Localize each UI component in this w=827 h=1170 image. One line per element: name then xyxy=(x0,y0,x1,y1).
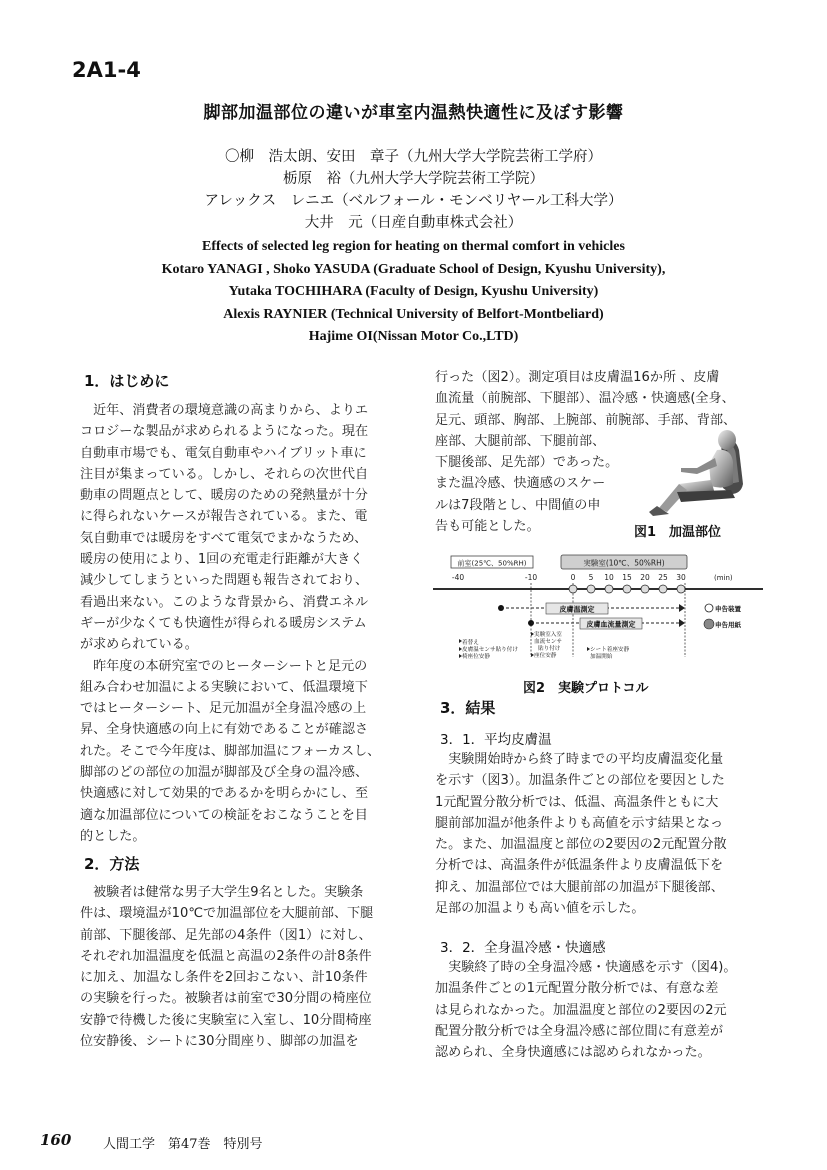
text-line: 的とした。 xyxy=(80,828,146,844)
journal-name: 人間工学 第47巻 特別号 xyxy=(103,1137,263,1152)
author-line-en: Alexis RAYNIER (Technical University of Belfort-Montbeliard) xyxy=(223,306,604,322)
text-line: 1元配置分散分析では、低温、高温条件ともに大 xyxy=(435,794,719,810)
tick-label: -10 xyxy=(524,573,538,582)
note-b-4: 座位安静 xyxy=(534,653,557,659)
text-line: 暖房の使用により、1回の充電走行距離が大きく xyxy=(80,552,364,568)
text-line: ではヒーターシート、足元加温が全身温冷感の上 xyxy=(80,701,367,717)
text-line: 組み合わせ加温による実験において、低温環境下 xyxy=(80,679,368,695)
legend-paper: 申告用紙 xyxy=(715,621,741,629)
subsection-3-2-body xyxy=(435,957,755,1063)
text-line: 配置分散分析では全身温冷感に部位間に有意差が xyxy=(435,1023,724,1039)
text-line: 座部、大腿前部、下腿前部、 xyxy=(435,433,606,449)
tick-label: 30 xyxy=(676,573,686,582)
report-marker xyxy=(623,585,631,593)
tick-label: 15 xyxy=(622,573,632,582)
note-b-1: 実験室入室 xyxy=(534,632,562,638)
text-line: 実験開始時から終了時までの平均皮膚温変化量 xyxy=(435,752,724,767)
text-line: ルは7段階とし、中間値の申 xyxy=(435,497,601,513)
text-line: 足元、頭部、胸部、上腕部、前腕部、手部、背部、 xyxy=(435,412,737,428)
figure-1-seated-mannequin xyxy=(635,428,765,520)
page-number: 160 xyxy=(40,1131,72,1149)
english-title: Effects of selected leg region for heating on thermal comfort in vehicles xyxy=(202,239,625,254)
tick-label: 5 xyxy=(588,573,594,582)
text-line: 抑え、加温部位では大腿前部の加温が下腿後部、 xyxy=(435,879,724,895)
authors-japanese xyxy=(0,146,827,234)
paper-title: 脚部加温部位の違いが車室内温熱快適性に及ぼす影響 xyxy=(203,103,624,123)
skin-temp-label: 皮膚温測定 xyxy=(559,605,595,614)
report-marker xyxy=(605,585,613,593)
note-c-1: シート着座安静 xyxy=(590,647,630,653)
text-line: それぞれ加温温度を低温と高温の2条件の計8条件 xyxy=(80,948,372,964)
text-line: 減少してしまうといった問題も報告されており、 xyxy=(80,573,369,589)
text-line: 件は、環境温が10℃で加温部位を大腿前部、下腿 xyxy=(80,906,374,922)
figure-2-protocol-diagram xyxy=(433,553,763,671)
section-3-heading: 3．結果 xyxy=(440,699,496,717)
text-line: 位安静後、シートに30分間座り、脚部の加温を xyxy=(80,1034,359,1050)
text-line: 認められ、全身快適感には認められなかった。 xyxy=(435,1045,711,1061)
exp-room-label: 実験室(10℃、50%RH) xyxy=(583,558,665,568)
text-line: 腿前部加温が他条件よりも高値を示す結果となっ xyxy=(435,815,724,831)
section-2-body xyxy=(80,882,398,1052)
authors-english xyxy=(0,236,827,349)
tick-label: -40 xyxy=(451,573,465,582)
subsection-3-1-body xyxy=(435,749,755,919)
text-line: 快適感に対して効果的であるかを明らかにし、至 xyxy=(80,786,369,802)
report-marker xyxy=(587,585,595,593)
text-line: 血流量（前腕部、下腿部）、温冷感・快適感(全身、 xyxy=(435,391,735,407)
section-2-heading: 2．方法 xyxy=(84,855,140,873)
text-line: に加え、加温なし条件を2回おこない、計10条件 xyxy=(80,970,368,986)
subsection-3-2-heading: 3．2．全身温冷感・快適感 xyxy=(440,940,606,956)
author-line: 〇柳 浩太朗、安田 章子（九州大学大学院芸術工学府） xyxy=(225,149,602,165)
figure-2-caption: 図2 実験プロトコル xyxy=(523,681,649,696)
author-line-en: Hajime OI(Nissan Motor Co.,LTD) xyxy=(308,329,519,344)
text-line: コロジーな製品が求められるようになった。現在 xyxy=(80,424,369,440)
paper-code: 2A1-4 xyxy=(72,58,141,82)
text-line: 適な加温部位についての検証をおこなうことを目 xyxy=(80,807,368,823)
text-line: 近年、消費者の環境意識の高まりから、よりエ xyxy=(80,403,369,418)
report-marker xyxy=(677,585,685,593)
text-line: 脚部のどの部位の加温が脚部及び全身の温冷感、 xyxy=(80,765,369,781)
text-line: 足部の加温よりも高い値を示した。 xyxy=(435,901,645,917)
section-1-body xyxy=(80,400,398,847)
tick-label: 10 xyxy=(604,573,614,582)
note-c-2: 加温開始 xyxy=(590,654,613,660)
author-line: アレックス レニエ（ベルフォール・モンベリヤール工科大学） xyxy=(204,193,623,209)
text-line: 告も可能とした。 xyxy=(435,519,540,535)
text-line: 分析では、高温条件が低温条件より皮膚温低下を xyxy=(435,858,724,874)
text-line: 動車の問題点として、暖房のための発熱量が十分 xyxy=(80,488,368,504)
subsection-3-1-heading: 3．1．平均皮膚温 xyxy=(440,732,552,748)
blood-flow-label: 皮膚血流量測定 xyxy=(586,620,636,629)
author-line-en: Kotaro YANAGI , Shoko YASUDA (Graduate School of Design, Kyushu University), xyxy=(161,261,666,277)
note-a-3: 椅座位安静 xyxy=(462,654,490,660)
text-line: 加温条件ごとの1元配置分散分析では、有意な差 xyxy=(435,981,719,997)
author-line-en: Yutaka TOCHIHARA (Faculty of Design, Kyushu University) xyxy=(228,284,599,299)
legend-device: 申告装置 xyxy=(715,605,741,613)
text-line: た。また、加温温度と部位の2要因の2元配置分散 xyxy=(435,837,727,853)
report-marker xyxy=(659,585,667,593)
tick-label: 25 xyxy=(658,573,668,582)
author-line: 栃原 裕（九州大学大学院芸術工学院） xyxy=(283,171,544,187)
note-b-3: 貼り付け xyxy=(538,646,561,652)
tick-label: 0 xyxy=(570,573,576,582)
text-line: 昇、全身快適感の向上に有効であることが確認さ xyxy=(80,722,369,738)
text-line: 実験終了時の全身温冷感・快適感を示す（図4)。 xyxy=(435,960,737,975)
text-line: 気自動車では暖房をすべて電気でまかなうため、 xyxy=(80,530,368,546)
text-line: の実験を行った。被験者は前室で30分間の椅座位 xyxy=(80,991,372,1007)
text-line: が求められている。 xyxy=(80,637,198,653)
note-b-2: 血流センサ xyxy=(534,639,562,645)
text-line: 下腿後部、足先部）であった。 xyxy=(435,455,619,471)
text-line: また温冷感、快適感のスケー xyxy=(435,476,606,492)
note-a-1: 着替え xyxy=(462,640,479,646)
text-line: 安静で待機した後に実験室に入室し、10分間椅座 xyxy=(80,1012,372,1028)
unit-label: (min) xyxy=(714,574,733,582)
text-line: 被験者は健常な男子大学生9名とした。実験条 xyxy=(80,885,364,900)
section-1-heading: 1．はじめに xyxy=(84,372,170,390)
text-line: 行った（図2）。測定項目は皮膚温16か所 、皮膚 xyxy=(435,370,720,385)
report-marker xyxy=(641,585,649,593)
text-line: 自動車市場でも、電気自動車やハイブリット車に xyxy=(80,445,367,461)
text-line: 昨年度の本研究室でのヒーターシートと足元の xyxy=(80,658,368,674)
text-line: 前部、下腿後部、足先部の4条件（図1）に対し、 xyxy=(80,927,372,943)
tick-label: 20 xyxy=(640,573,650,582)
author-line: 大井 元（日産自動車株式会社） xyxy=(304,215,523,231)
note-a-2: 皮膚温センサ貼り付け xyxy=(462,647,518,653)
text-line: に得られないケースが報告されている。また、電 xyxy=(80,509,368,525)
text-line: 注目が集まっている。しかし、それらの次世代自 xyxy=(80,466,369,482)
text-line: ギーが少なくても快適性が得られる暖房システム xyxy=(80,615,367,631)
text-line: 看過出来ない。このような背景から、消費エネル xyxy=(80,594,369,610)
text-line: れた。そこで今年度は、脚部加温にフォーカスし、 xyxy=(80,743,381,759)
report-marker xyxy=(569,585,577,593)
figure-1-caption: 図1 加温部位 xyxy=(634,525,722,540)
text-line: は見られなかった。加温温度と部位の2要因の2元 xyxy=(435,1002,727,1018)
text-line: を示す（図3）。加温条件ごとの部位を要因とした xyxy=(435,773,725,789)
ante-room-label: 前室(25℃、50%RH) xyxy=(457,559,527,568)
